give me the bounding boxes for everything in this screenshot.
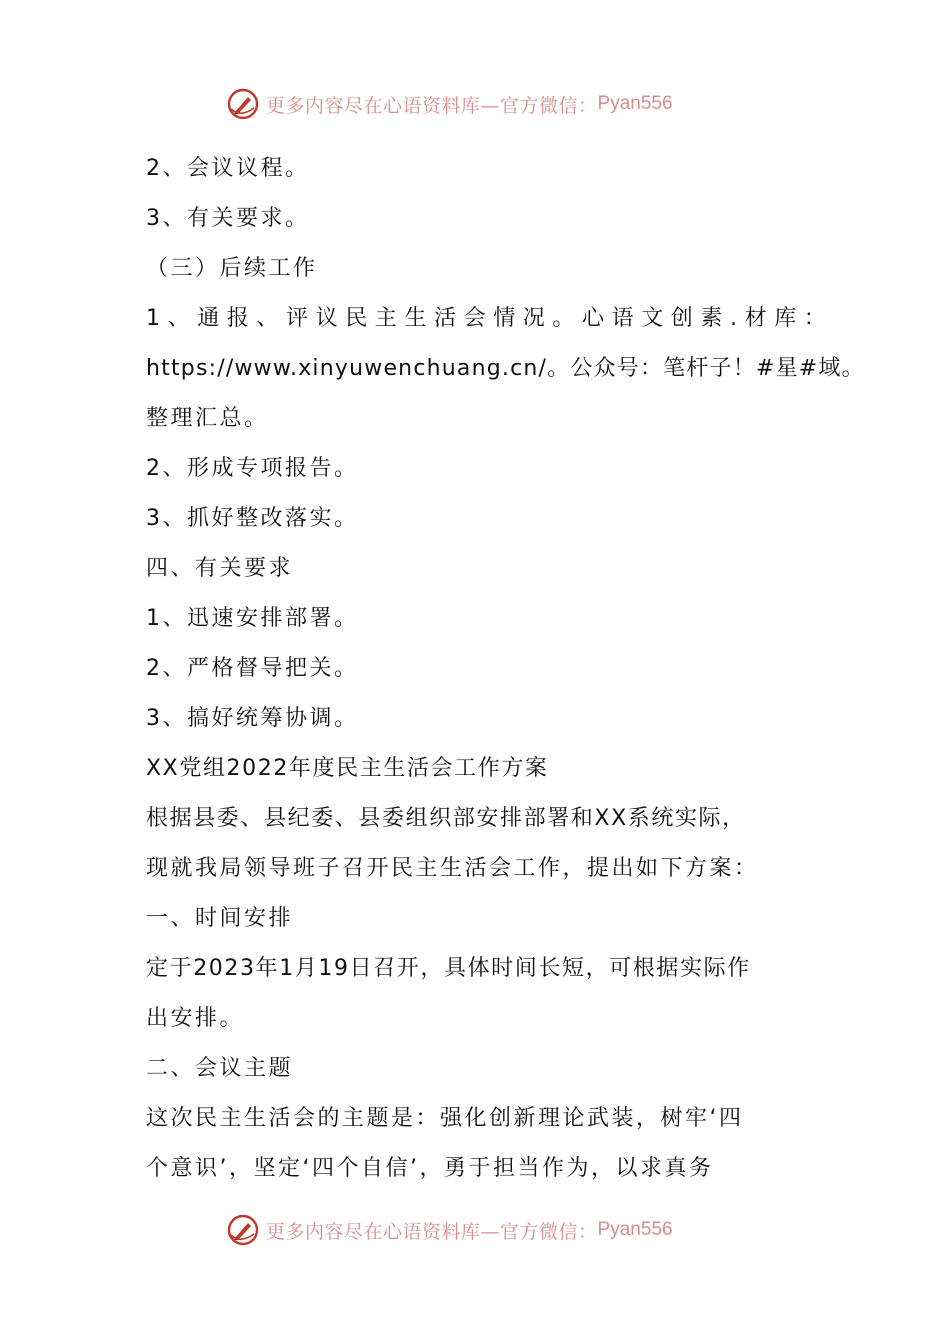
text-line: 2、严格督导把关。	[146, 656, 359, 681]
text-line: 这次民主生活会的主题是：强化创新理论武装，树牢‘四	[146, 1106, 744, 1131]
document-title: XX党组2022年度民主生活会工作方案	[146, 756, 549, 781]
text-line: 3、抓好整改落实。	[146, 506, 359, 531]
pen-logo-icon	[226, 1213, 260, 1247]
text-line: 2、形成专项报告。	[146, 456, 359, 481]
document-body	[146, 144, 865, 1194]
text-line: 1、通报、评议民主生活会情况。心语文创素.材库：	[146, 306, 834, 331]
section-heading: 二、会议主题	[146, 1056, 294, 1081]
text-line: 2、会议议程。	[146, 156, 310, 181]
text-line: 定于2023年1月19日召开，具体时间长短，可根据实际作	[146, 956, 751, 981]
footer-watermark	[226, 1212, 673, 1248]
text-line: 1、迅速安排部署。	[146, 606, 359, 631]
section-heading: 四、有关要求	[146, 556, 294, 581]
text-line: 整理汇总。	[146, 406, 269, 431]
watermark-wechat-id: Pyan556	[597, 1219, 673, 1240]
watermark-text: 更多内容尽在心语资料库—官方微信：	[266, 94, 598, 117]
watermark-wechat-id: Pyan556	[597, 93, 673, 114]
text-line: 3、搞好统筹协调。	[146, 706, 359, 731]
text-line: 现就我局领导班子召开民主生活会工作，提出如下方案：	[146, 856, 759, 881]
text-line: 出安排。	[146, 1006, 245, 1031]
section-heading: 一、时间安排	[146, 906, 294, 931]
text-line: https://www.xinyuwenchuang.cn/。公众号：笔杆子！#星#域。	[146, 356, 865, 381]
watermark-text: 更多内容尽在心语资料库—官方微信：	[266, 1220, 598, 1243]
header-watermark	[226, 86, 673, 122]
text-line: 个意识’，坚定‘四个自信’，勇于担当作为，以求真务	[146, 1156, 714, 1181]
section-heading: （三）后续工作	[146, 256, 318, 281]
pen-logo-icon	[226, 87, 260, 121]
text-line: 3、有关要求。	[146, 206, 310, 231]
text-line: 根据县委、县纪委、县委组织部安排部署和XX系统实际，	[146, 806, 746, 831]
